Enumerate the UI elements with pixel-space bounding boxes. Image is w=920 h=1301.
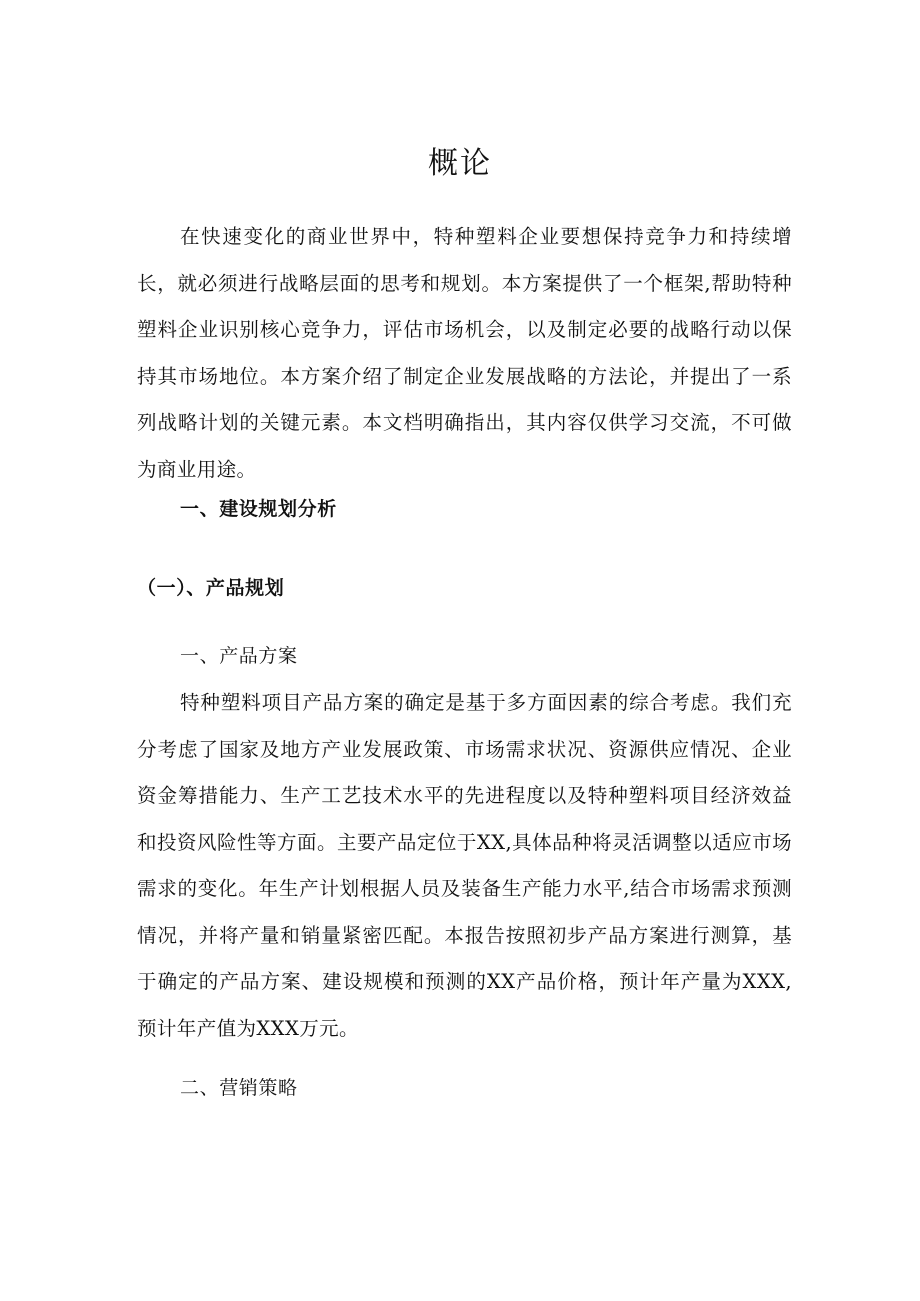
subsection-heading: （一）、产品规划 <box>137 577 285 599</box>
intro-paragraph: 在快速变化的商业世界中，特种塑料企业要想保持竞争力和持续增长，就必须进行战略层面的思考和规划。本方案提供了一个框架,帮助特种塑料企业识别核心竞争力，评估市场机会，以及制定必要的战略行动以保持其市场地位。本方案介绍了制定企业发展战略的方法论，并提出了一系列战略计划的关键元素。本文档明确指出，其内容仅供学习交流，不可做为商业用途。 <box>137 225 792 481</box>
product-plan-paragraph: 特种塑料项目产品方案的确定是基于多方面因素的综合考虑。我们充分考虑了国家及地方产业发展政策、市场需求状况、资源供应情况、企业资金筹措能力、生产工艺技术水平的先进程度以及特种塑料项目经济效益和投资风险性等方面。主要产品定位于XX,具体品种将灵活调整以适应市场需求的变化。年生产计划根据人员及装备生产能力水平,结合市场需求预测情况，并将产量和销量紧密匹配。本报告按照初步产品方案进行测算，基于确定的产品方案、建设规模和预测的XX产品价格，预计年产量为XXX,预计年产值为XXX万元。 <box>137 691 792 1040</box>
section-heading: 一、建设规划分析 <box>180 498 337 520</box>
marketing-strategy-heading: 二、营销策略 <box>180 1077 298 1099</box>
page-title: 概论 <box>428 146 492 181</box>
product-plan-heading: 一、产品方案 <box>180 645 298 667</box>
